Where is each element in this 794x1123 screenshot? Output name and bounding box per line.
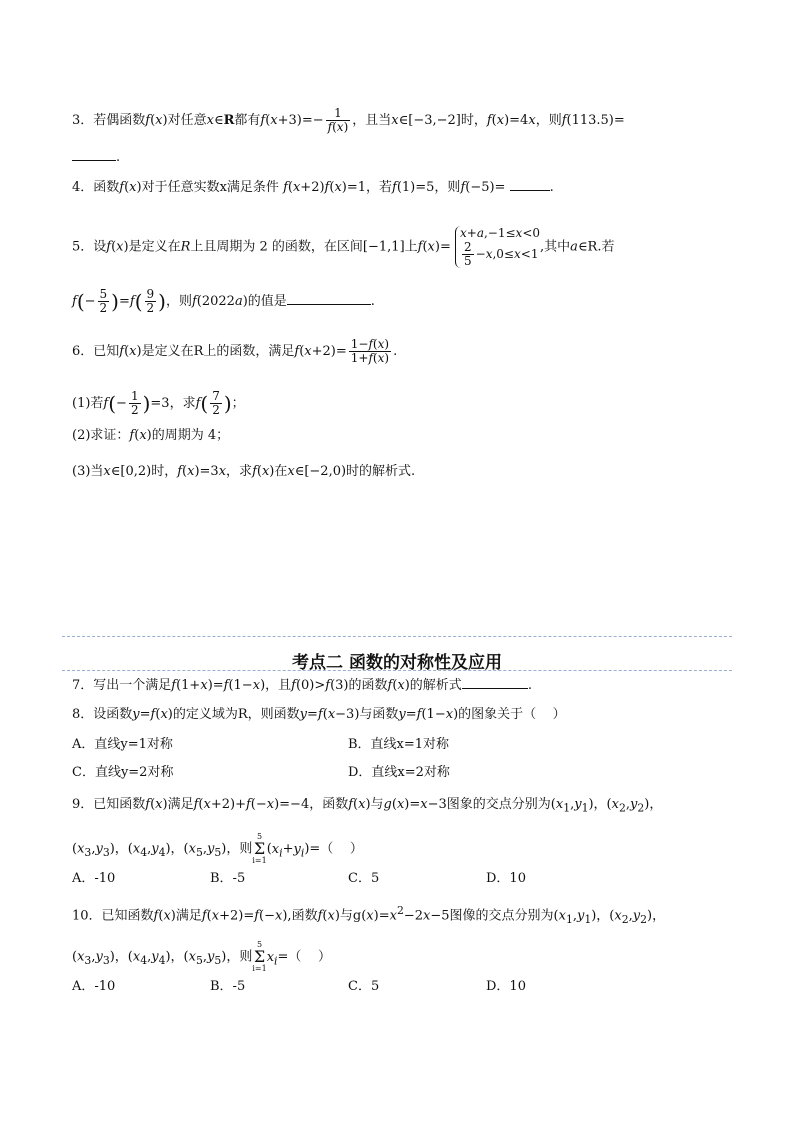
question-9-option-a[interactable]: A．-10 bbox=[72, 871, 116, 886]
question-10-option-a[interactable]: A．-10 bbox=[72, 979, 116, 994]
question-8-option-b[interactable]: B．直线x=1对称 bbox=[348, 737, 450, 752]
question-3-number: 3．若偶函数 bbox=[72, 113, 146, 128]
section-divider-bottom bbox=[62, 670, 732, 671]
question-6-part-3: (3)当x∈[0,2)时，f(x)=3x，求f(x)在x∈[−2,0)时的解析式. bbox=[72, 464, 416, 479]
question-8-option-c[interactable]: C．直线y=2对称 bbox=[72, 765, 174, 780]
question-9: 9．已知函数f(x)满足f(x+2)+f(−x)=−4，函数f(x)与g(x)=x−3图象的交点分别为$(x_1,y_1)$，$(x_2,y_2)$， bbox=[72, 797, 663, 815]
question-6-part-2: (2)求证：f(x)的周期为 4； bbox=[72, 428, 230, 443]
question-3: 3．若偶函数f(x)对任意x∈R都有f(x+3)=− $\frac{1}{f(x)}$ ，且当x∈[−3,−2]时，f(x)=4x，则f(113.5)= bbox=[72, 106, 625, 134]
question-8-option-a[interactable]: A．直线y=1对称 bbox=[72, 737, 173, 752]
section-title: 考点二 函数的对称性及应用 bbox=[292, 653, 502, 673]
question-5-cont: f(− $\frac{5}{2}$ )=f( $\frac{9}{2}$ )，则f(2022a)的值是 . bbox=[72, 287, 375, 315]
question-7: 7．写出一个满足f(1+x)=f(1−x)，且f(0)>f(3)的函数f(x)的解析式 . bbox=[72, 678, 532, 693]
question-10-option-c[interactable]: C．5 bbox=[348, 979, 380, 994]
piecewise-brace: x+a,−1≤x<0 $\frac{2}{5}$ −x,0≤x<1 bbox=[455, 226, 540, 268]
question-3-answer-blank: . bbox=[72, 148, 734, 167]
question-8-option-d[interactable]: D．直线x=2对称 bbox=[348, 765, 450, 780]
question-4: 4．函数f(x)对于任意实数x满足条件 f(x+2)f(x)=1，若f(1)=5，则f(−5)= . bbox=[72, 180, 554, 195]
question-8: 8．设函数y=f(x)的定义域为R，则函数y=f(x−3)与函数y=f(1−x)的图象关于（ ） bbox=[72, 707, 566, 722]
question-10-option-d[interactable]: D．10 bbox=[486, 979, 526, 994]
question-6: 6．已知f(x)是定义在R上的函数，满足f(x+2)= $\frac{1-f(x)}{1+f(x)}$ . bbox=[72, 337, 398, 365]
question-5: 5．设f(x)是定义在R上且周期为 2 的函数，在区间[−1,1]上f(x)= x+a,−1≤x<0 $\frac{2}{5}$ −x,0≤x<1,其中a∈R.若 bbox=[72, 226, 615, 268]
section-divider-top bbox=[62, 636, 732, 637]
question-9-option-d[interactable]: D．10 bbox=[486, 871, 526, 886]
question-10-cont: $(x_3,y_3)$，$(x_4,y_4)$，$(x_5,y_5)$，则5 Σ $i=1x_i=$（ ） bbox=[72, 940, 331, 973]
question-9-option-b[interactable]: B．-5 bbox=[210, 871, 246, 886]
question-10-option-b[interactable]: B．-5 bbox=[210, 979, 246, 994]
question-9-cont: $(x_3,y_3)$，$(x_4,y_4)$，$(x_5,y_5)$，则5 Σ $i=1(x_i+y_i)=$（ ） bbox=[72, 832, 363, 865]
question-6-part-1: (1)若f(− $\frac{1}{2}$ )=3，求f( $\frac{7}{2}$ )； bbox=[72, 389, 245, 417]
question-9-option-c[interactable]: C．5 bbox=[348, 871, 380, 886]
question-10: 10．已知函数f(x)满足f(x+2)=f(−x),函数f(x)与$g(x)=x^2-2x-5$图像的交点分别为$(x_1,y_1)$，$(x_2,y_2)$， bbox=[72, 904, 666, 926]
